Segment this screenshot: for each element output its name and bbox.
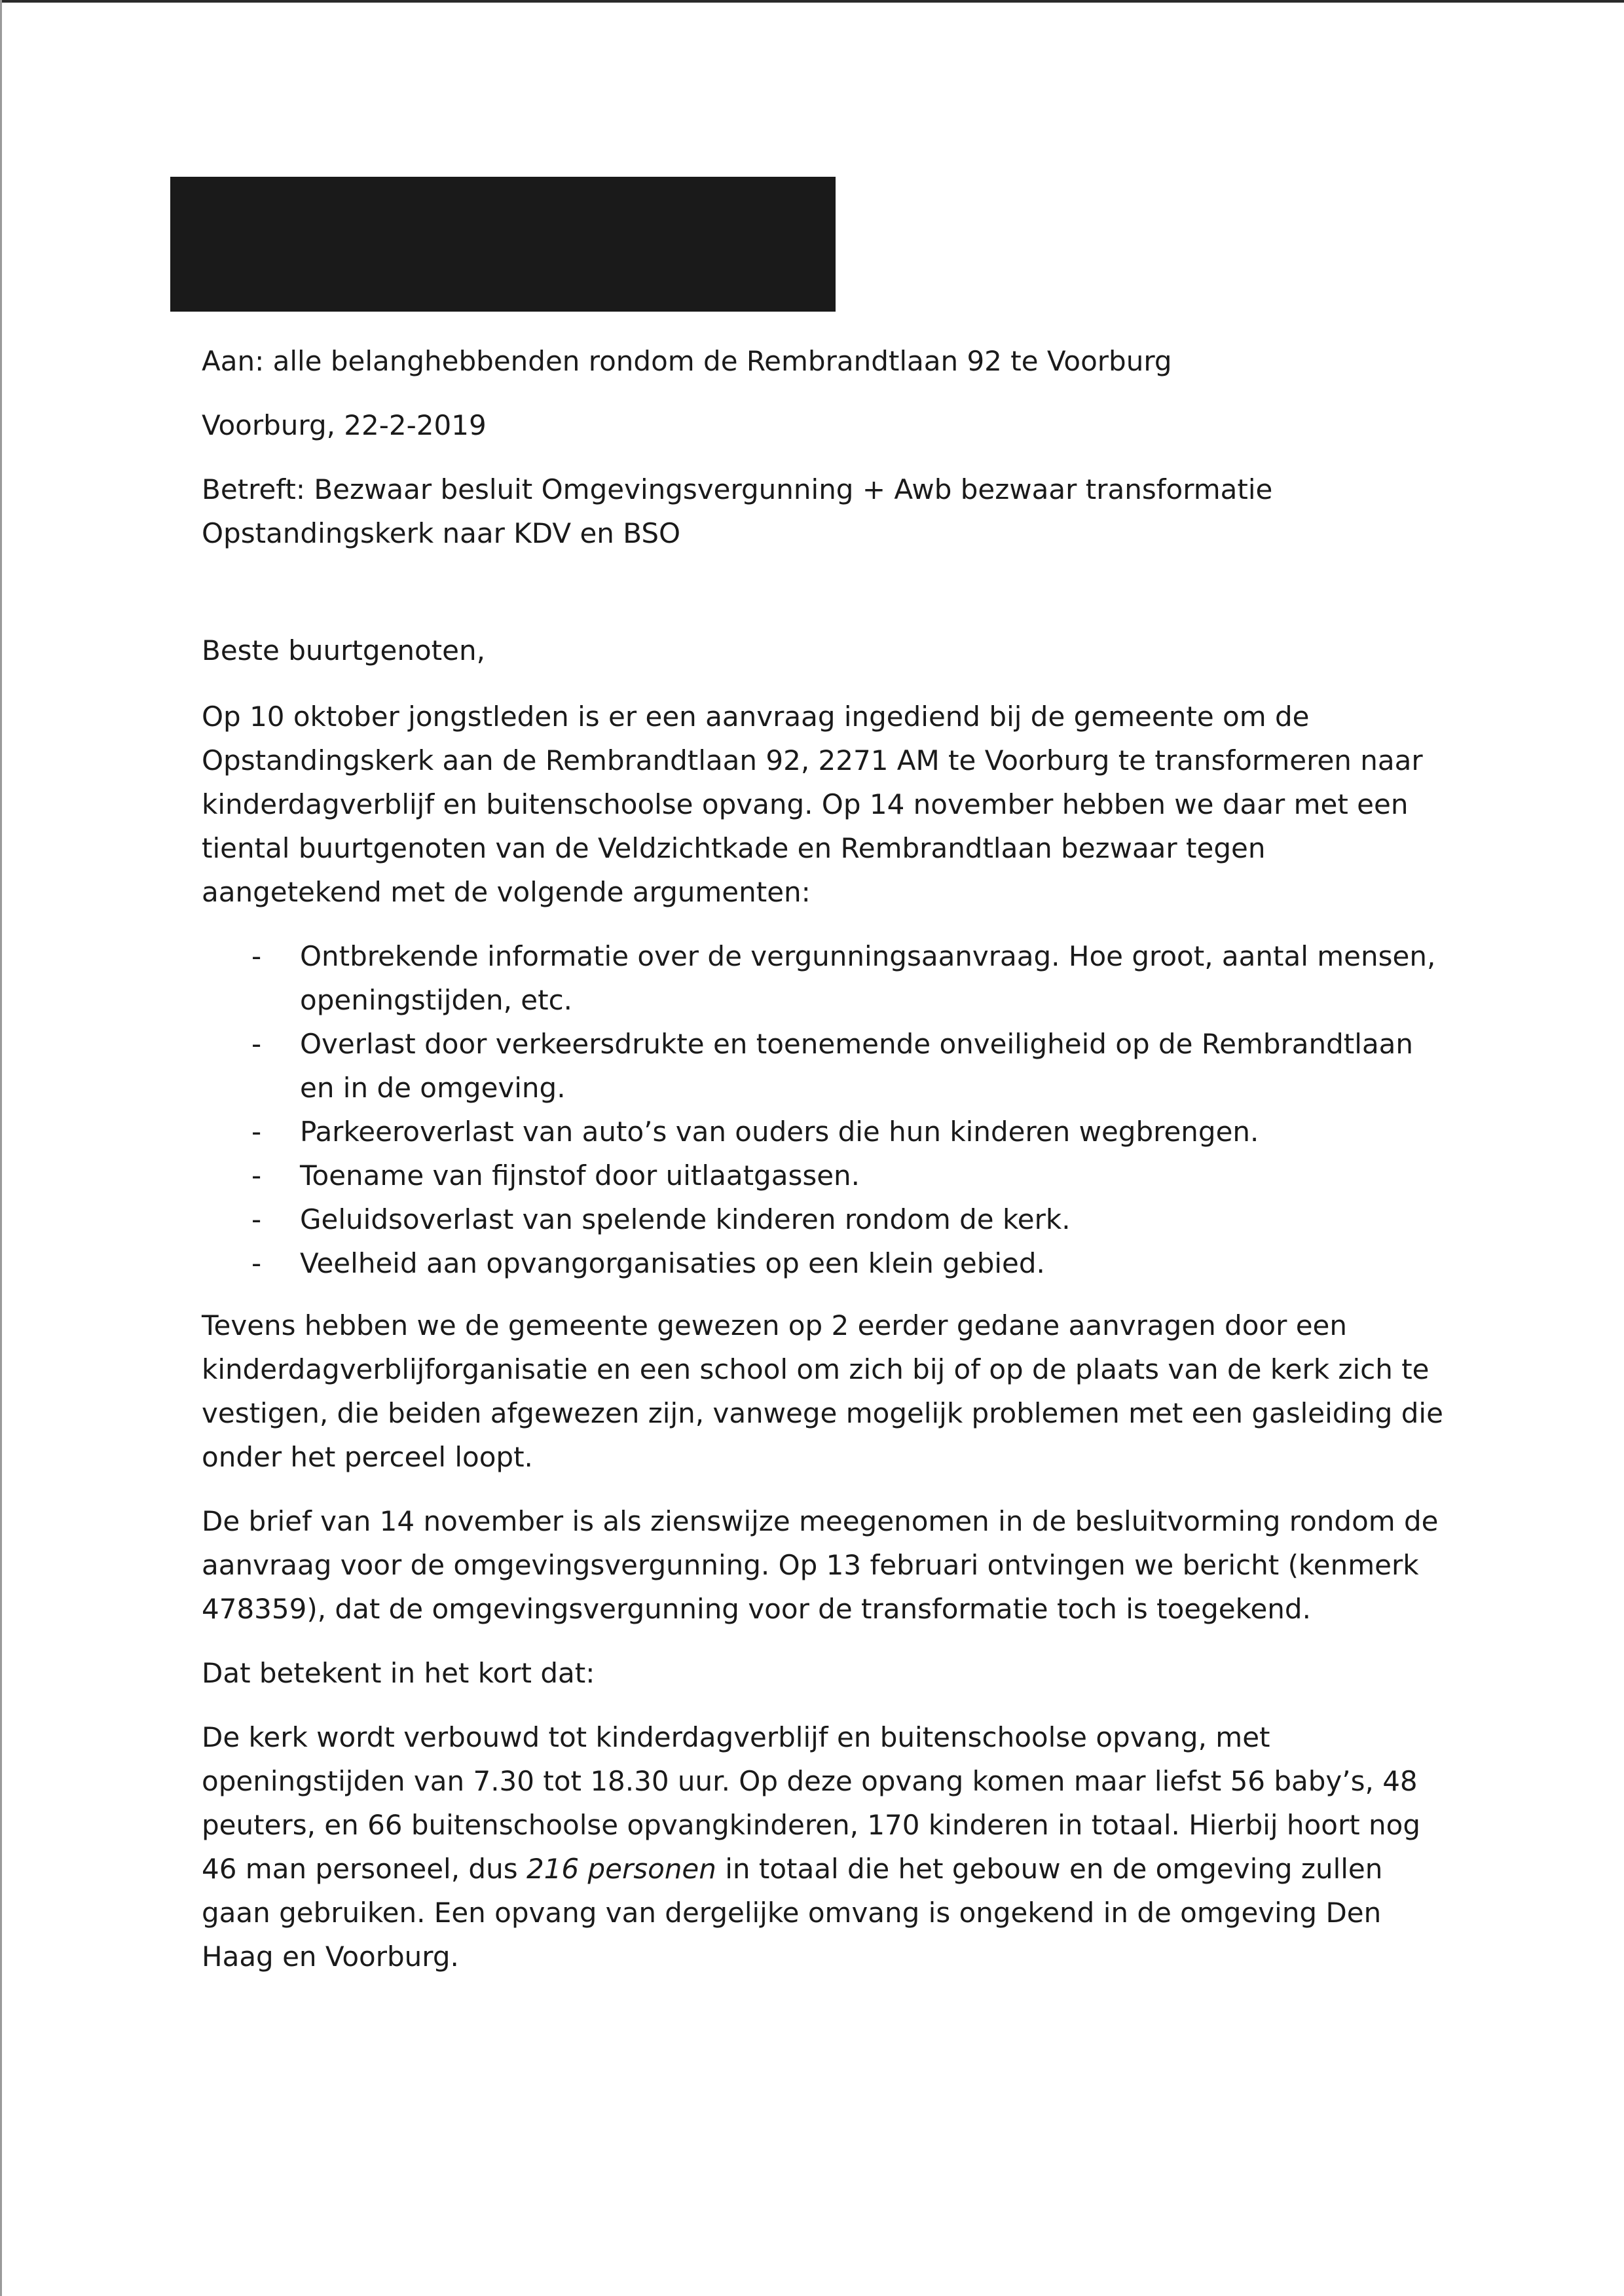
list-item-text: Overlast door verkeersdrukte en toenemende onveiligheid op de Rembrandtlaan en in de omgeving. (300, 1028, 1414, 1104)
subject-line-1: Betreft: Bezwaar besluit Omgevingsvergunning + Awb bezwaar transformatie (202, 473, 1273, 505)
list-item-text: Toename van fijnstof door uitlaatgassen. (300, 1159, 860, 1192)
paragraph-1: Op 10 oktober jongstleden is er een aanvraag ingediend bij de gemeente om de Opstandingskerk aan de Rembrandtlaan 92, 2271 AM te Voorburg te transformeren naar kinderdagverblijf en buitenschoolse opvang. Op 14 november hebben we daar met een tiental buurtgenoten van de Veldzichtkade en Rembrandtlaan bezwaar tegen aangetekend met de volgende argumenten: (202, 701, 1423, 908)
bullet-dash: - (251, 940, 262, 972)
bullet-dash: - (251, 1203, 262, 1235)
list-item-text: Veelheid aan opvangorganisaties op een klein gebied. (300, 1247, 1045, 1279)
paragraph-2: Tevens hebben we de gemeente gewezen op 2 eerder gedane aanvragen door een kinderdagverblijforganisatie en een school om zich bij of op de plaats van de kerk zich te vestigen, die beiden afgewezen zijn, vanwege mogelijk problemen met een gasleiding die onder het perceel loopt. (202, 1309, 1443, 1473)
arguments-list (202, 934, 1446, 1285)
scan-top-edge (0, 0, 1624, 3)
list-item (202, 1197, 1446, 1241)
subject-line-2: Opstandingskerk naar KDV en BSO (202, 517, 681, 549)
list-item (202, 1022, 1446, 1110)
list-item-text: Ontbrekende informatie over de vergunningsaanvraag. Hoe groot, aantal mensen, openingstijden, etc. (300, 940, 1436, 1016)
bullet-dash: - (251, 1159, 262, 1192)
recipient-line: Aan: alle belanghebbenden rondom de Rembrandtlaan 92 te Voorburg (202, 345, 1172, 377)
paragraph-5-emphasis: 216 personen (526, 1853, 716, 1885)
list-item-text: Geluidsoverlast van spelende kinderen rondom de kerk. (300, 1203, 1071, 1235)
bullet-dash: - (251, 1116, 262, 1148)
bullet-dash: - (251, 1247, 262, 1279)
subject (202, 467, 1446, 555)
redacted-letterhead (170, 177, 836, 312)
paragraph-5-text-a: De kerk wordt verbouwd tot kinderdagverblijf en buitenschoolse opvang, met openingstijden van 7.30 tot 18.30 uur. Op deze opvang komen maar liefst 56 baby’s, 48 peuters, en 66 buitenschoolse opvangkinderen, 170 kinderen in totaal. Hierbij hoort nog 46 man personeel, dus (202, 1721, 1421, 1885)
list-item-text: Parkeeroverlast van auto’s van ouders die hun kinderen wegbrengen. (300, 1116, 1259, 1148)
paragraph-5-text-b: in totaal die het gebouw en de omgeving zullen gaan gebruiken. Een opvang van dergelijke omvang is ongekend in de omgeving Den Haag en Voorburg. (202, 1853, 1383, 1973)
paragraph-4: Dat betekent in het kort dat: (202, 1657, 595, 1689)
list-item (202, 934, 1446, 1022)
paragraph-3: De brief van 14 november is als zienswijze meegenomen in de besluitvorming rondom de aanvraag voor de omgevingsvergunning. Op 13 februari ontvingen we bericht (kenmerk 478359), dat de omgevingsvergunning voor de transformatie toch is toegekend. (202, 1505, 1439, 1625)
list-item (202, 1241, 1446, 1285)
place-date: Voorburg, 22-2-2019 (202, 409, 487, 441)
paragraph-5 (202, 1715, 1446, 1978)
letter-body (202, 339, 1446, 1999)
list-item (202, 1154, 1446, 1197)
list-item (202, 1110, 1446, 1154)
salutation: Beste buurtgenoten, (202, 634, 485, 666)
scan-left-edge (0, 0, 2, 2296)
bullet-dash: - (251, 1028, 262, 1060)
